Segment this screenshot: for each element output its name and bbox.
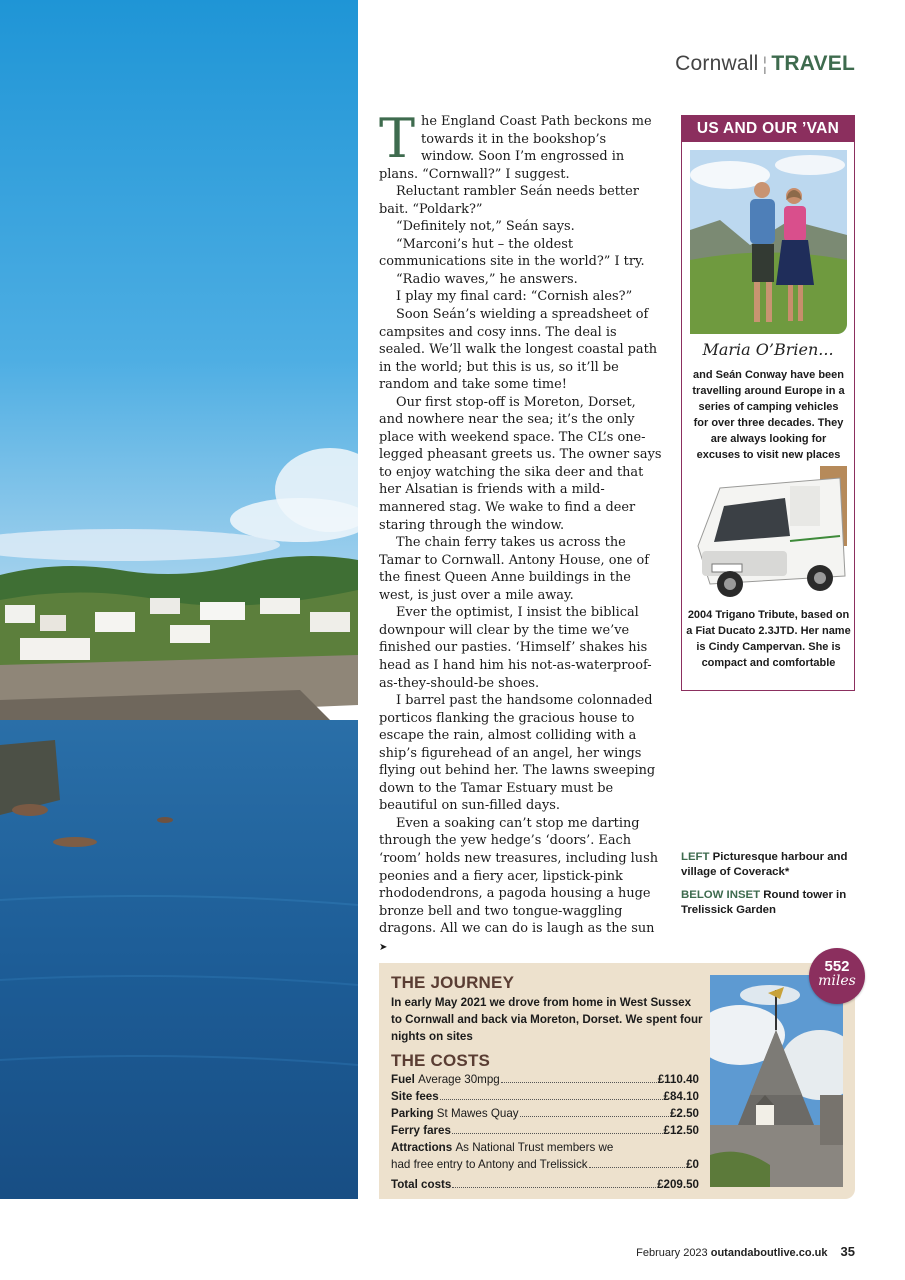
article-paragraph: Reluctant rambler Seán needs better bait. “Poldark?” <box>379 184 639 217</box>
article-paragraph: Our first stop-off is Moreton, Dorset, and nowhere near the sea; it’s the only place with weekend space. The CL’s one-legged pheasant greets us. The owner says to enjoy watching the sika deer and that her Alsatian is friends with a mild-mannered stag. We wake to find a deer staring through the window. <box>379 394 662 533</box>
article-paragraph: Soon Seán’s wielding a spreadsheet of campsites and cosy inns. The deal is sealed. We’ll walk the longest coastal path in the world; but this is us, so it’ll be random and take some time! <box>379 307 658 393</box>
cost-value: £2.50 <box>669 1107 699 1120</box>
article-paragraph: The chain ferry takes us across the Tamar to Cornwall. Antony House, one of the finest Queen Anne buildings in the west, is just over a mile away. <box>379 535 650 603</box>
header-separator: ¦ <box>762 54 768 74</box>
leader-dots <box>440 1099 663 1100</box>
journey-text: In early May 2021 we drove from home in West Sussex to Cornwall and back via Moreton, Dorset. We spent four nights on sites <box>391 996 703 1043</box>
footer-date: February 2023 <box>636 1247 708 1259</box>
cost-desc: As National Trust members we <box>455 1141 614 1154</box>
sidebar-title: US AND OUR ’VAN <box>682 116 854 142</box>
journey-costs-box <box>379 963 855 1199</box>
cost-label: Parking <box>391 1107 434 1120</box>
caption-below-inset <box>681 888 861 918</box>
last-paragraph-text: Even a soaking can’t stop me darting through the yew hedge’s ‘doors’. Each ‘room’ holds new treasures, including lush peonies and a fiery acer, lipstick-pink rhododendrons, a pagoda housing a huge bronze bell and two tongue-waggling dragons. All we can do is laugh as the sun <box>379 815 659 937</box>
caption-text: Round tower in Trelissick Garden <box>681 889 847 916</box>
journey-title: THE JOURNEY <box>391 973 515 992</box>
continue-arrow-icon: ➤ <box>379 941 388 953</box>
cost-desc: St Mawes Quay <box>436 1107 519 1120</box>
cost-row-parking <box>391 1105 699 1122</box>
leader-dots <box>452 1187 656 1188</box>
page-footer <box>636 1244 855 1259</box>
leader-dots <box>452 1133 663 1134</box>
miles-unit: miles <box>818 973 856 989</box>
cost-row-fuel <box>391 1071 699 1088</box>
cost-value: £84.10 <box>663 1090 699 1103</box>
costs-table <box>391 1071 699 1193</box>
cost-row-site-fees <box>391 1088 699 1105</box>
cost-desc: Average 30mpg <box>418 1073 500 1086</box>
cost-value: £12.50 <box>663 1124 699 1137</box>
drop-cap: T <box>379 107 416 170</box>
cost-label: Attractions <box>391 1141 453 1154</box>
article-paragraph-last <box>379 815 662 956</box>
article-paragraph: “Marconi’s hut – the oldest communications site in the world?” I try. <box>379 236 645 270</box>
article-paragraph: “Definitely not,” Seán says. <box>396 219 575 235</box>
cost-label: Fuel <box>391 1073 415 1086</box>
caption-label: BELOW INSET <box>681 889 761 901</box>
header-category: Cornwall <box>675 52 759 75</box>
harbour-photo <box>0 0 358 1199</box>
article-body <box>379 107 662 956</box>
cost-value: £209.50 <box>657 1178 699 1191</box>
couple-photo <box>690 150 847 334</box>
leader-dots <box>501 1082 657 1083</box>
article-paragraph: Ever the optimist, I insist the biblical downpour will clear by the time we’ve finished our pasties. ‘Himself’ shakes his head as I hand him his not-as-waterproof-as-they-should-be shoes. <box>379 605 652 691</box>
costs-title: THE COSTS <box>391 1051 491 1070</box>
cost-value: £110.40 <box>657 1073 699 1086</box>
caption-label: LEFT <box>681 851 710 863</box>
tower-photo <box>710 975 843 1187</box>
footer-site: outandaboutlive.co.uk <box>710 1247 828 1259</box>
author-bio: and Seán Conway have been travelling around Europe in a series of camping vehicles for over three decades. They are always looking for excuses to visit new places <box>692 369 845 461</box>
cost-label: Ferry fares <box>391 1124 451 1137</box>
page-number: 35 <box>840 1244 855 1259</box>
header-section: TRAVEL <box>771 52 855 75</box>
miles-badge <box>809 948 865 1004</box>
caption-text: Picturesque harbour and village of Coverack* <box>681 851 848 878</box>
cost-value: £0 <box>686 1158 699 1171</box>
photo-captions <box>681 850 861 926</box>
cost-label: Site fees <box>391 1090 439 1103</box>
cost-row-total <box>391 1176 699 1193</box>
campervan-caption: 2004 Trigano Tribute, based on a Fiat Ducato 2.3JTD. Her name is Cindy Campervan. She is compact and comfortable <box>686 609 851 669</box>
article-paragraph: “Radio waves,” he answers. <box>396 271 578 287</box>
sidebar-us-and-our-van <box>681 115 855 691</box>
campervan-photo <box>690 466 847 604</box>
section-header <box>675 52 855 76</box>
cost-desc: had free entry to Antony and Trelissick <box>391 1158 588 1171</box>
leader-dots <box>589 1167 686 1168</box>
cost-row-ferry <box>391 1122 699 1139</box>
miles-number: 552 <box>824 958 850 975</box>
cost-label: Total costs <box>391 1178 452 1191</box>
article-paragraph: I barrel past the handsome colonnaded porticos flanking the gracious house to escape the rain, almost colliding with a ship’s figurehead of an angel, her wings flying out behind her. The lawns sweeping down to the Tamar Estuary must be beautiful on sun-filled days. <box>379 693 656 814</box>
article-paragraph: I play my final card: “Cornish ales?” <box>396 289 633 305</box>
leader-dots <box>520 1116 669 1117</box>
article-paragraph: he England Coast Path beckons me towards it in the bookshop’s window. Soon I’m engrossed in plans. “Cornwall?” I suggest. <box>379 114 652 182</box>
author-name: Maria O’Brien... <box>702 340 834 359</box>
cost-row-attractions <box>391 1139 699 1156</box>
caption-left <box>681 850 861 880</box>
cost-row-attractions-2 <box>391 1156 699 1173</box>
